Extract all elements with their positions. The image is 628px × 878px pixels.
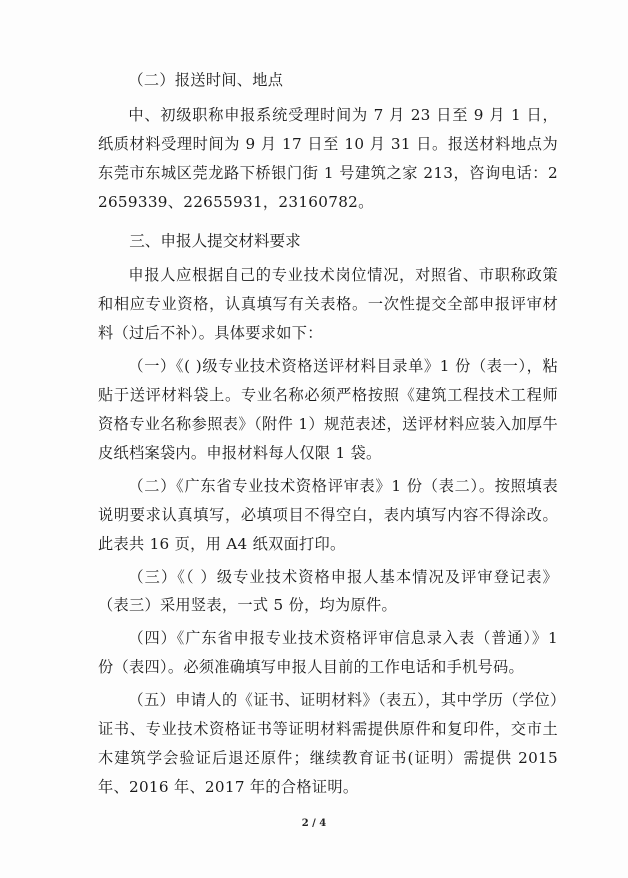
paragraph-item-1: （一）《( )级专业技术资格送评材料目录单》1 份（表一），粘贴于送评材料袋上。专业名称必须严格按照《建筑工程技术工程师资格专业名称参照表》（附件 1）规范表述，送评材料应装入加厚牛皮纸档案袋内。申报材料每人仅限 1 袋。	[98, 357, 558, 462]
document-body	[98, 66, 558, 802]
paragraph-item-3: （三）《（ ）级专业技术资格申报人基本情况及评审登记表》（表三）采用竖表，一式 5 份，均为原件。	[98, 567, 558, 615]
paragraph-item-5: （五）申请人的《证书、证明材料》（表五），其中学历（学位）证书、专业技术资格证书等证明材料需提供原件和复印件，交市土木建筑学会验证后退还原件；继续教育证书(证明）需提供 2015 年、2016 年、2017 年的合格证明。	[98, 691, 558, 796]
subheading-submission-time-place: （二）报送时间、地点	[128, 71, 284, 89]
paragraph-item-2: （二）《广东省专业技术资格评审表》1 份（表二）。按照填表说明要求认真填写，必填项目不得空白，表内填写内容不得涂改。此表共 16 页，用 A4 纸双面打印。	[98, 476, 558, 553]
paragraph-submission-details: 中、初级职称申报系统受理时间为 7 月 23 日至 9 月 1 日，纸质材料受理时间为 9 月 17 日至 10 月 31 日。报送材料地点为东莞市东城区莞龙路下桥银门街 1 号建筑之家 213，咨询电话：22659339、22655931，23160782。	[98, 105, 558, 211]
section-heading-materials: 三、申报人提交材料要求	[129, 231, 301, 250]
page-number: 2 / 4	[301, 818, 327, 829]
paragraph-materials-intro: 申报人应根据自己的专业技术岗位情况，对照省、市职称政策和相应专业资格，认真填写有关表格。一次性提交全部申报评审材料（过后不补）。具体要求如下：	[98, 266, 558, 343]
paragraph-item-4: （四）《广东省申报专业技术资格评审信息录入表（普通）》1 份（表四）。必须准确填写申报人目前的工作电话和手机号码。	[98, 629, 558, 677]
